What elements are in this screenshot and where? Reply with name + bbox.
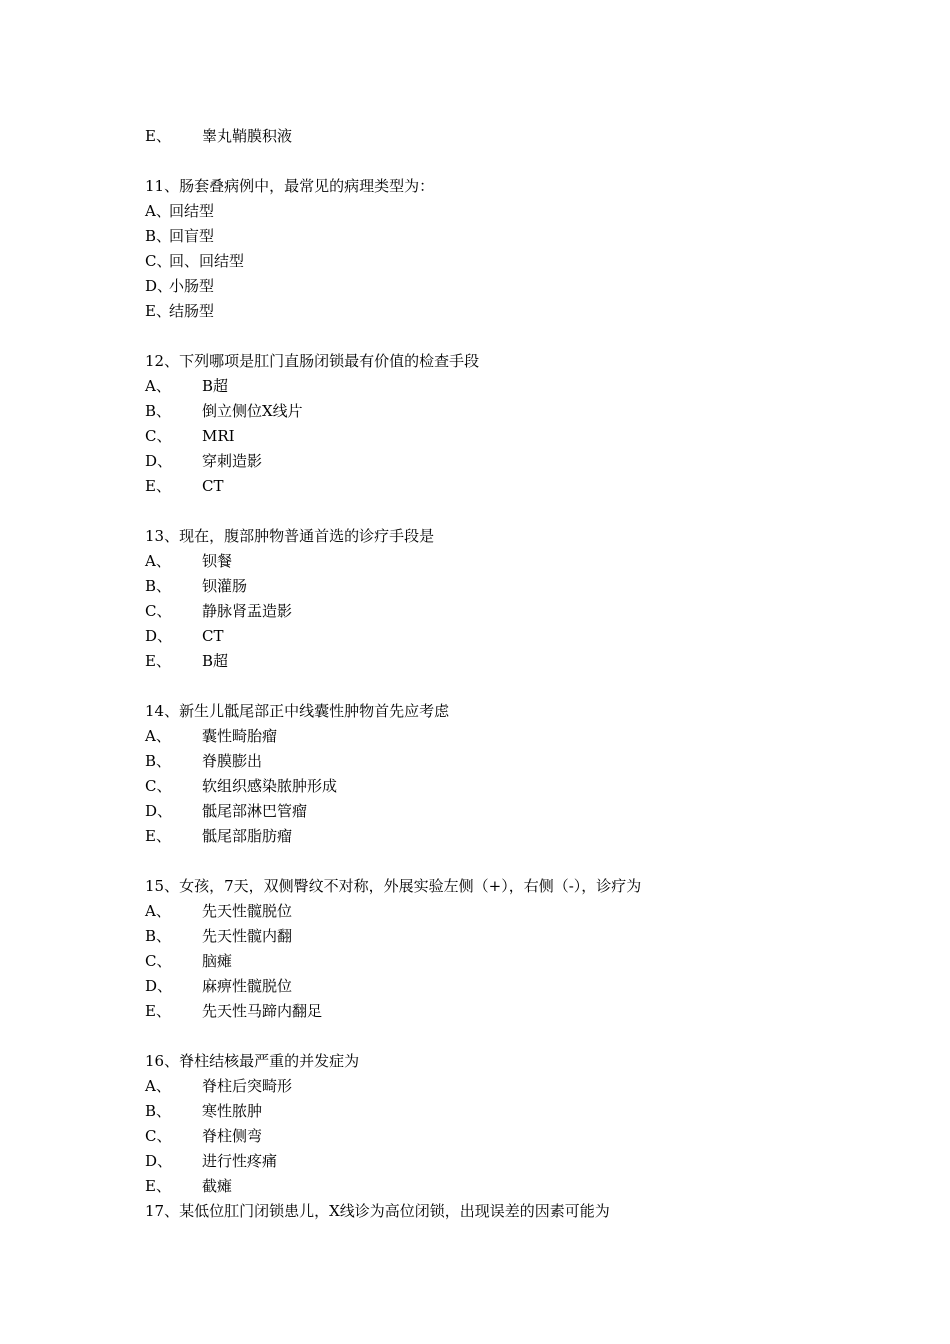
option-letter: C、 — [145, 602, 172, 620]
option-text: 截瘫 — [202, 1177, 233, 1195]
option-text: 骶尾部淋巴管瘤 — [202, 802, 308, 820]
option-letter: B、 — [145, 1102, 172, 1120]
question-option — [145, 574, 865, 599]
question-stem: 11、肠套叠病例中，最常见的病理类型为： — [145, 177, 435, 195]
option-text: 睾丸鞘膜积液 — [202, 127, 293, 145]
option-letter: C、 — [145, 777, 172, 795]
question-option — [145, 749, 865, 774]
question-option — [145, 299, 865, 324]
option-text: 囊性畸胎瘤 — [202, 727, 278, 745]
option-letter: D、 — [145, 802, 173, 820]
option-letter: E、 — [145, 1177, 171, 1195]
option-text: 静脉肾盂造影 — [202, 602, 293, 620]
option-text: 脊膜膨出 — [202, 752, 263, 770]
option-letter: D、 — [145, 277, 173, 295]
option-text: MRI — [202, 427, 235, 445]
question-option — [145, 599, 865, 624]
question-option — [145, 399, 865, 424]
previous-question-continuation — [145, 124, 865, 149]
question-option — [145, 199, 865, 224]
option-text: 结肠型 — [169, 302, 215, 320]
option-letter: E、 — [145, 1002, 171, 1020]
option-text: 回盲型 — [169, 227, 215, 245]
question-block — [145, 174, 865, 324]
question-option — [145, 274, 865, 299]
question-option — [145, 1174, 865, 1199]
option-letter: B、 — [145, 752, 172, 770]
option-letter: C、 — [145, 952, 172, 970]
option-text: 脑瘫 — [202, 952, 233, 970]
question-option — [145, 724, 865, 749]
question-option — [145, 974, 865, 999]
option-letter: D、 — [145, 977, 173, 995]
question-option — [145, 224, 865, 249]
document-body — [145, 124, 865, 1224]
question-option — [145, 924, 865, 949]
question-option — [145, 774, 865, 799]
option-text: 回、回结型 — [169, 252, 245, 270]
question-option — [145, 1149, 865, 1174]
question-option — [145, 449, 865, 474]
option-letter: B、 — [145, 577, 172, 595]
question-option — [145, 374, 865, 399]
paragraph-gap — [145, 674, 865, 699]
option-letter: A、 — [145, 902, 171, 920]
paragraph-gap — [145, 324, 865, 349]
option-text: 寒性脓肿 — [202, 1102, 263, 1120]
question-stem: 12、下列哪项是肛门直肠闭锁最有价值的检查手段 — [145, 352, 480, 370]
question-block — [145, 1199, 865, 1224]
question-option — [145, 249, 865, 274]
question-block — [145, 349, 865, 499]
question-option — [145, 949, 865, 974]
option-letter: D、 — [145, 1152, 173, 1170]
option-letter: A、 — [145, 727, 171, 745]
question-option — [145, 824, 865, 849]
question-block — [145, 874, 865, 1024]
option-letter: E、 — [145, 652, 171, 670]
option-letter: D、 — [145, 452, 173, 470]
option-letter: E、 — [145, 302, 171, 320]
question-option — [145, 474, 865, 499]
option-letter: B、 — [145, 927, 172, 945]
option-letter: A、 — [145, 377, 171, 395]
lead-option — [145, 124, 865, 149]
question-stem: 17、某低位肛门闭锁患儿，X线诊为高位闭锁，出现误差的因素可能为 — [145, 1202, 610, 1220]
option-text: 脊柱侧弯 — [202, 1127, 263, 1145]
paragraph-gap — [145, 849, 865, 874]
option-text: 回结型 — [169, 202, 215, 220]
question-option — [145, 799, 865, 824]
option-letter: C、 — [145, 1127, 172, 1145]
option-letter: C、 — [145, 427, 172, 445]
option-text: 先天性髋内翻 — [202, 927, 293, 945]
option-letter: C、 — [145, 252, 172, 270]
question-option — [145, 1074, 865, 1099]
option-letter: E、 — [145, 827, 171, 845]
question-option — [145, 549, 865, 574]
option-text: 骶尾部脂肪瘤 — [202, 827, 293, 845]
option-text: 脊柱后突畸形 — [202, 1077, 293, 1095]
option-text: 倒立侧位X线片 — [202, 402, 303, 420]
option-text: 钡灌肠 — [202, 577, 248, 595]
option-text: 软组织感染脓肿形成 — [202, 777, 338, 795]
paragraph-gap — [145, 1024, 865, 1049]
option-letter: E、 — [145, 477, 171, 495]
paragraph-gap — [145, 149, 865, 174]
question-block — [145, 1049, 865, 1199]
question-option — [145, 1124, 865, 1149]
question-block — [145, 524, 865, 674]
option-text: CT — [202, 627, 224, 645]
option-text: CT — [202, 477, 224, 495]
question-option — [145, 624, 865, 649]
question-stem: 16、脊柱结核最严重的并发症为 — [145, 1052, 360, 1070]
question-block — [145, 699, 865, 849]
question-option — [145, 1099, 865, 1124]
paragraph-gap — [145, 499, 865, 524]
option-text: 小肠型 — [169, 277, 215, 295]
option-letter: D、 — [145, 627, 173, 645]
option-letter: B、 — [145, 402, 172, 420]
option-text: B超 — [202, 377, 229, 395]
option-text: 钡餐 — [202, 552, 233, 570]
option-text: 进行性疼痛 — [202, 1152, 278, 1170]
question-stem: 15、女孩，7天，双侧臀纹不对称，外展实验左侧（+），右侧（-），诊疗为 — [145, 877, 642, 895]
option-letter: E、 — [145, 127, 171, 145]
question-option — [145, 649, 865, 674]
question-option — [145, 424, 865, 449]
question-option — [145, 999, 865, 1024]
option-text: 穿刺造影 — [202, 452, 263, 470]
option-text: 先天性马蹄内翻足 — [202, 1002, 323, 1020]
question-option — [145, 899, 865, 924]
option-text: 麻痹性髋脱位 — [202, 977, 293, 995]
option-letter: B、 — [145, 227, 172, 245]
option-letter: A、 — [145, 552, 171, 570]
question-stem: 14、新生儿骶尾部正中线囊性肿物首先应考虑 — [145, 702, 450, 720]
question-stem: 13、现在，腹部肿物普通首选的诊疗手段是 — [145, 527, 435, 545]
option-text: 先天性髋脱位 — [202, 902, 293, 920]
option-letter: A、 — [145, 202, 171, 220]
option-letter: A、 — [145, 1077, 171, 1095]
option-text: B超 — [202, 652, 229, 670]
